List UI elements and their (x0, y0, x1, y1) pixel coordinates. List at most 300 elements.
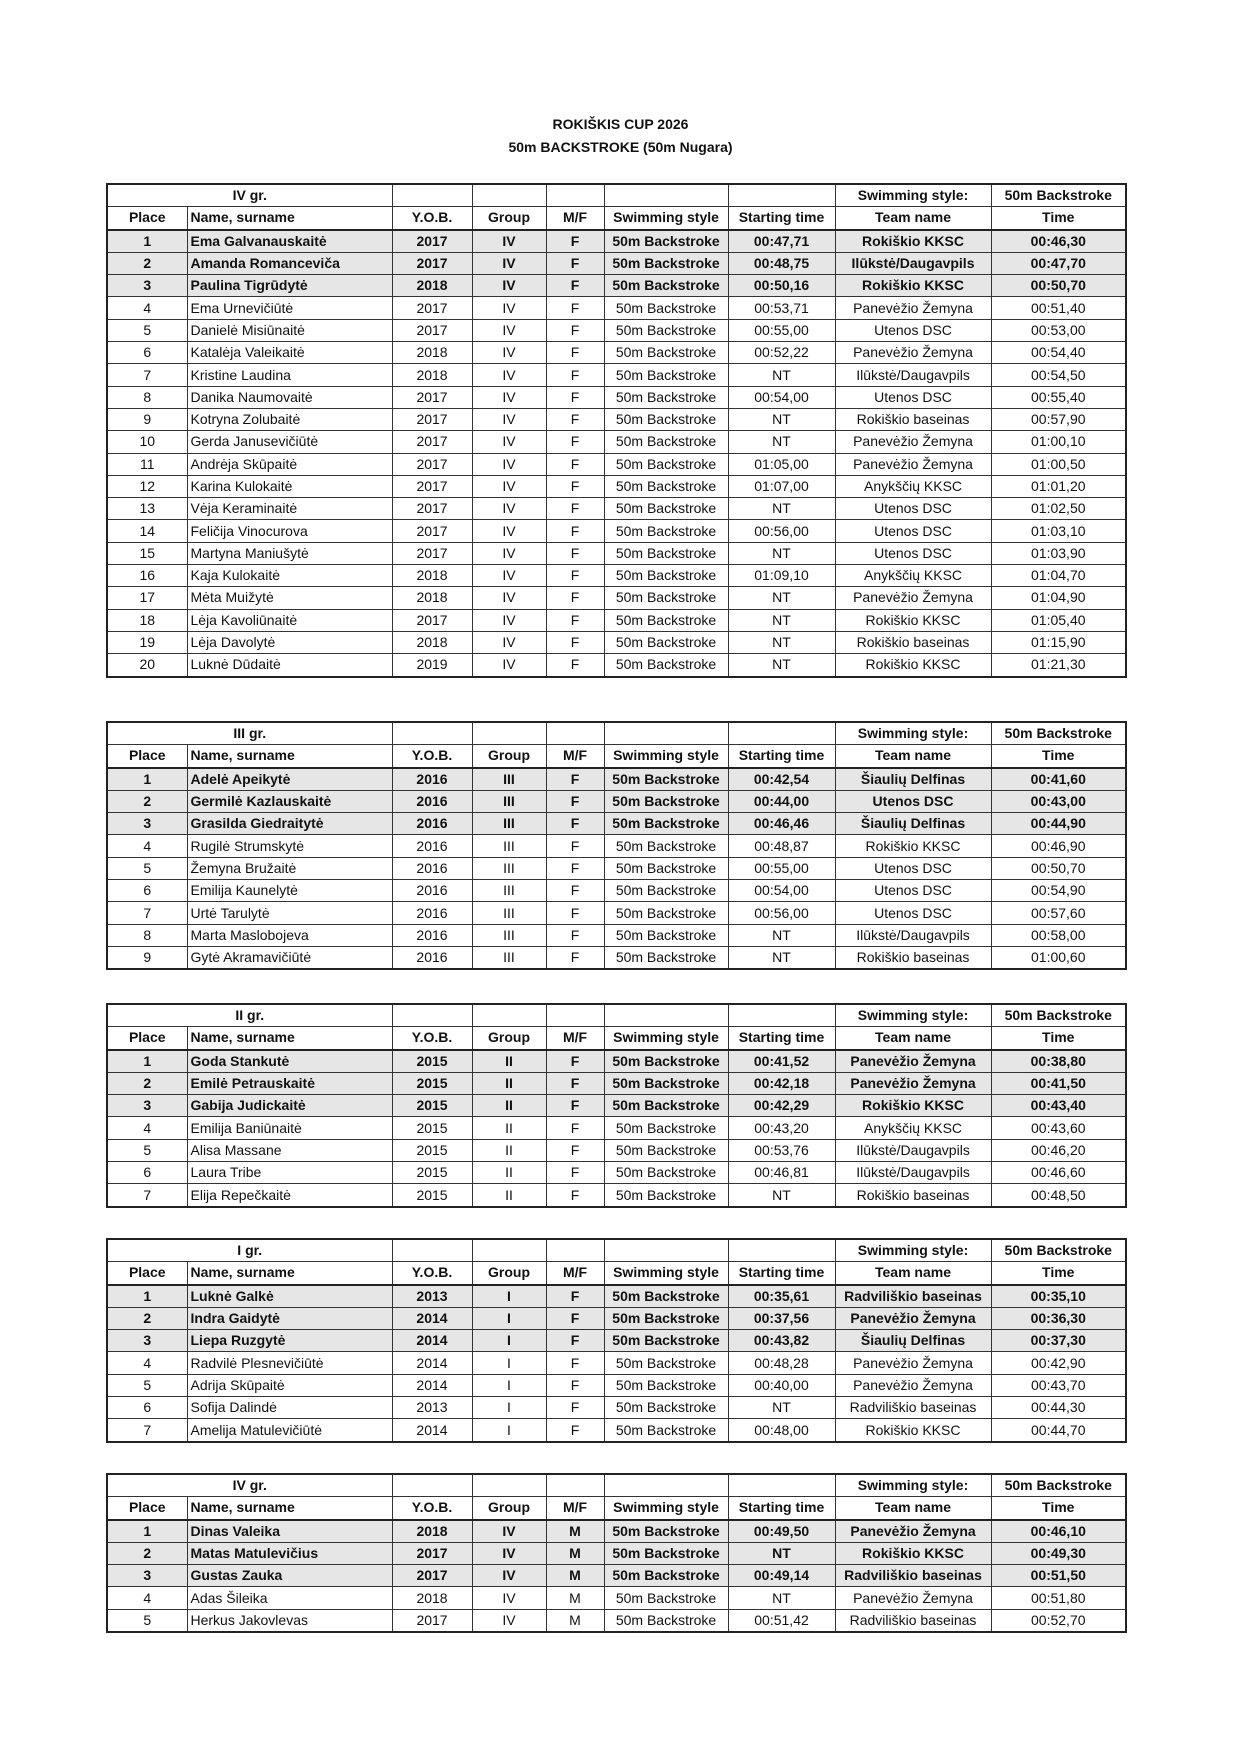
swimming-style-label: Swimming style: (835, 1474, 991, 1497)
table-row (107, 275, 1126, 297)
mf-cell: F (546, 1352, 604, 1374)
result-time-cell: 00:44,70 (991, 1419, 1126, 1442)
swimming-style-cell: 50m Backstroke (604, 609, 728, 631)
name-cell: Sofija Dalindė (187, 1397, 392, 1419)
place-cell: 1 (107, 768, 187, 791)
table-row (107, 1050, 1126, 1073)
starting-time-cell: NT (728, 631, 835, 653)
group-cell: IV (472, 1565, 546, 1587)
yob-cell: 2017 (392, 542, 472, 564)
starting-time-cell: 00:48,75 (728, 252, 835, 274)
place-cell: 7 (107, 1419, 187, 1442)
starting-time-cell: 00:47,71 (728, 230, 835, 253)
result-time-cell: 00:50,70 (991, 857, 1126, 879)
swimming-style-cell: 50m Backstroke (604, 408, 728, 430)
result-time-cell: 00:51,50 (991, 1565, 1126, 1587)
column-header-row (107, 1497, 1126, 1520)
yob-cell: 2016 (392, 946, 472, 969)
swimming-style-cell: 50m Backstroke (604, 1307, 728, 1329)
place-cell: 2 (107, 252, 187, 274)
mf-cell: F (546, 453, 604, 475)
table-row (107, 1397, 1126, 1419)
team-name-cell: Rokiškio KKSC (835, 1419, 991, 1442)
name-cell: Herkus Jakovlevas (187, 1609, 392, 1632)
result-time-cell: 00:48,50 (991, 1184, 1126, 1207)
group-cell: IV (472, 431, 546, 453)
name-cell: Indra Gaidytė (187, 1307, 392, 1329)
mf-cell: F (546, 1050, 604, 1073)
table-row (107, 768, 1126, 791)
group-cell: IV (472, 609, 546, 631)
starting-time-cell: NT (728, 587, 835, 609)
mf-cell: F (546, 1117, 604, 1139)
col-name: Name, surname (187, 1497, 392, 1520)
group-cell: I (472, 1397, 546, 1419)
swimming-style-cell: 50m Backstroke (604, 1050, 728, 1073)
yob-cell: 2015 (392, 1139, 472, 1161)
table-row (107, 1374, 1126, 1396)
name-cell: Radvilė Plesnevičiūtė (187, 1352, 392, 1374)
place-cell: 9 (107, 946, 187, 969)
column-header-row (107, 745, 1126, 768)
col-team: Team name (835, 1497, 991, 1520)
starting-time-cell: 00:43,20 (728, 1117, 835, 1139)
yob-cell: 2017 (392, 297, 472, 319)
team-name-cell: Radviliškio baseinas (835, 1565, 991, 1587)
group-cell: II (472, 1184, 546, 1207)
mf-cell: F (546, 1374, 604, 1396)
team-name-cell: Utenos DSC (835, 880, 991, 902)
col-group: Group (472, 207, 546, 230)
swimming-style-cell: 50m Backstroke (604, 230, 728, 253)
team-name-cell: Radviliškio baseinas (835, 1609, 991, 1632)
starting-time-cell: 00:55,00 (728, 319, 835, 341)
yob-cell: 2015 (392, 1117, 472, 1139)
name-cell: Katalėja Valeikaitė (187, 342, 392, 364)
team-name-cell: Rokiškio baseinas (835, 1184, 991, 1207)
starting-time-cell: NT (728, 431, 835, 453)
team-name-cell: Ilūkstė/Daugavpils (835, 1162, 991, 1184)
table-row (107, 835, 1126, 857)
group-cell: IV (472, 319, 546, 341)
mf-cell: F (546, 364, 604, 386)
team-name-cell: Utenos DSC (835, 498, 991, 520)
result-time-cell: 00:35,10 (991, 1285, 1126, 1308)
mf-cell: F (546, 790, 604, 812)
place-cell: 3 (107, 275, 187, 297)
starting-time-cell: NT (728, 542, 835, 564)
results-table-3 (106, 1003, 1127, 1208)
mf-cell: F (546, 252, 604, 274)
starting-time-cell: 01:07,00 (728, 475, 835, 497)
starting-time-cell: NT (728, 1542, 835, 1564)
name-cell: Amanda Romanceviča (187, 252, 392, 274)
swimming-style-cell: 50m Backstroke (604, 1542, 728, 1564)
starting-time-cell: 00:46,81 (728, 1162, 835, 1184)
name-cell: Dinas Valeika (187, 1520, 392, 1543)
place-cell: 3 (107, 1565, 187, 1587)
result-time-cell: 00:55,40 (991, 386, 1126, 408)
result-time-cell: 00:50,70 (991, 275, 1126, 297)
group-label: III gr. (107, 722, 392, 745)
col-group: Group (472, 745, 546, 768)
yob-cell: 2016 (392, 924, 472, 946)
swimming-style-label: Swimming style: (835, 1239, 991, 1262)
name-cell: Adas Šileika (187, 1587, 392, 1609)
col-name: Name, surname (187, 1027, 392, 1050)
name-cell: Emilė Petrauskaitė (187, 1072, 392, 1094)
col-yob: Y.O.B. (392, 1497, 472, 1520)
yob-cell: 2018 (392, 364, 472, 386)
table-row (107, 252, 1126, 274)
yob-cell: 2016 (392, 857, 472, 879)
name-cell: Goda Stankutė (187, 1050, 392, 1073)
result-time-cell: 00:43,40 (991, 1095, 1126, 1117)
yob-cell: 2015 (392, 1050, 472, 1073)
group-header-row (107, 1474, 1126, 1497)
place-cell: 1 (107, 1050, 187, 1073)
mf-cell: F (546, 275, 604, 297)
result-time-cell: 00:51,40 (991, 297, 1126, 319)
team-name-cell: Šiaulių Delfinas (835, 1330, 991, 1352)
table-row (107, 880, 1126, 902)
starting-time-cell: 00:42,29 (728, 1095, 835, 1117)
results-table-5 (106, 1473, 1127, 1633)
result-time-cell: 00:41,60 (991, 768, 1126, 791)
yob-cell: 2016 (392, 790, 472, 812)
yob-cell: 2017 (392, 252, 472, 274)
mf-cell: F (546, 1285, 604, 1308)
place-cell: 12 (107, 475, 187, 497)
col-time: Time (991, 207, 1126, 230)
group-header-row (107, 1239, 1126, 1262)
mf-cell: F (546, 768, 604, 791)
swimming-style-cell: 50m Backstroke (604, 431, 728, 453)
yob-cell: 2017 (392, 1542, 472, 1564)
mf-cell: F (546, 297, 604, 319)
result-time-cell: 00:46,10 (991, 1520, 1126, 1543)
result-time-cell: 00:42,90 (991, 1352, 1126, 1374)
result-time-cell: 01:00,60 (991, 946, 1126, 969)
starting-time-cell: NT (728, 924, 835, 946)
name-cell: Ema Galvanauskaitė (187, 230, 392, 253)
name-cell: Gerda Janusevičiūtė (187, 431, 392, 453)
mf-cell: F (546, 1139, 604, 1161)
starting-time-cell: 00:55,00 (728, 857, 835, 879)
group-label: IV gr. (107, 184, 392, 207)
group-cell: IV (472, 364, 546, 386)
mf-cell: F (546, 587, 604, 609)
group-cell: III (472, 880, 546, 902)
team-name-cell: Panevėžio Žemyna (835, 1520, 991, 1543)
table-row (107, 631, 1126, 653)
swimming-style-cell: 50m Backstroke (604, 1095, 728, 1117)
col-group: Group (472, 1027, 546, 1050)
swimming-style-value: 50m Backstroke (991, 1239, 1126, 1262)
group-header-row (107, 722, 1126, 745)
col-start: Starting time (728, 1262, 835, 1285)
swimming-style-label: Swimming style: (835, 1004, 991, 1027)
yob-cell: 2016 (392, 835, 472, 857)
place-cell: 17 (107, 587, 187, 609)
group-cell: II (472, 1095, 546, 1117)
mf-cell: M (546, 1542, 604, 1564)
yob-cell: 2017 (392, 408, 472, 430)
swimming-style-cell: 50m Backstroke (604, 768, 728, 791)
result-time-cell: 01:01,20 (991, 475, 1126, 497)
team-name-cell: Anykščių KKSC (835, 565, 991, 587)
group-cell: IV (472, 252, 546, 274)
place-cell: 6 (107, 1397, 187, 1419)
mf-cell: F (546, 924, 604, 946)
mf-cell: F (546, 1330, 604, 1352)
swimming-style-cell: 50m Backstroke (604, 319, 728, 341)
mf-cell: F (546, 520, 604, 542)
team-name-cell: Rokiškio KKSC (835, 835, 991, 857)
starting-time-cell: NT (728, 609, 835, 631)
group-cell: III (472, 902, 546, 924)
yob-cell: 2017 (392, 230, 472, 253)
starting-time-cell: NT (728, 946, 835, 969)
place-cell: 10 (107, 431, 187, 453)
swimming-style-value: 50m Backstroke (991, 1004, 1126, 1027)
col-yob: Y.O.B. (392, 1027, 472, 1050)
column-header-row (107, 1027, 1126, 1050)
table-row (107, 1587, 1126, 1609)
mf-cell: F (546, 498, 604, 520)
starting-time-cell: 00:46,46 (728, 813, 835, 835)
col-mf: M/F (546, 1262, 604, 1285)
name-cell: Ema Urnevičiūtė (187, 297, 392, 319)
mf-cell: M (546, 1587, 604, 1609)
yob-cell: 2014 (392, 1330, 472, 1352)
name-cell: Marta Maslobojeva (187, 924, 392, 946)
result-time-cell: 00:49,30 (991, 1542, 1126, 1564)
group-label: IV gr. (107, 1474, 392, 1497)
group-cell: IV (472, 520, 546, 542)
name-cell: Elija Repečkaitė (187, 1184, 392, 1207)
table-row (107, 1307, 1126, 1329)
swimming-style-label: Swimming style: (835, 722, 991, 745)
result-time-cell: 00:44,90 (991, 813, 1126, 835)
place-cell: 14 (107, 520, 187, 542)
mf-cell: F (546, 431, 604, 453)
col-mf: M/F (546, 1497, 604, 1520)
table-row (107, 946, 1126, 969)
name-cell: Adelė Apeikytė (187, 768, 392, 791)
page-title: ROKIŠKIS CUP 2026 (552, 116, 689, 132)
result-time-cell: 00:46,20 (991, 1139, 1126, 1161)
swimming-style-cell: 50m Backstroke (604, 498, 728, 520)
place-cell: 11 (107, 453, 187, 475)
table-row (107, 1117, 1126, 1139)
swimming-style-cell: 50m Backstroke (604, 1609, 728, 1632)
name-cell: Laura Tribe (187, 1162, 392, 1184)
result-time-cell: 01:02,50 (991, 498, 1126, 520)
col-mf: M/F (546, 207, 604, 230)
team-name-cell: Panevėžio Žemyna (835, 1307, 991, 1329)
col-start: Starting time (728, 207, 835, 230)
name-cell: Gustas Zauka (187, 1565, 392, 1587)
starting-time-cell: NT (728, 654, 835, 677)
place-cell: 13 (107, 498, 187, 520)
yob-cell: 2015 (392, 1184, 472, 1207)
group-cell: IV (472, 297, 546, 319)
name-cell: Gytė Akramavičiūtė (187, 946, 392, 969)
column-header-row (107, 1262, 1126, 1285)
team-name-cell: Rokiškio baseinas (835, 631, 991, 653)
table-row (107, 431, 1126, 453)
col-name: Name, surname (187, 1262, 392, 1285)
swimming-style-cell: 50m Backstroke (604, 252, 728, 274)
starting-time-cell: 01:09,10 (728, 565, 835, 587)
result-time-cell: 00:53,00 (991, 319, 1126, 341)
swimming-style-cell: 50m Backstroke (604, 1184, 728, 1207)
starting-time-cell: NT (728, 408, 835, 430)
group-cell: IV (472, 408, 546, 430)
mf-cell: F (546, 1307, 604, 1329)
place-cell: 16 (107, 565, 187, 587)
result-time-cell: 01:00,10 (991, 431, 1126, 453)
name-cell: Kotryna Zolubaitė (187, 408, 392, 430)
starting-time-cell: 00:48,87 (728, 835, 835, 857)
table-row (107, 609, 1126, 631)
place-cell: 4 (107, 1587, 187, 1609)
table-row (107, 364, 1126, 386)
mf-cell: F (546, 1397, 604, 1419)
swimming-style-cell: 50m Backstroke (604, 542, 728, 564)
result-time-cell: 00:41,50 (991, 1072, 1126, 1094)
mf-cell: M (546, 1609, 604, 1632)
place-cell: 6 (107, 342, 187, 364)
place-cell: 5 (107, 1374, 187, 1396)
col-time: Time (991, 1027, 1126, 1050)
result-time-cell: 00:38,80 (991, 1050, 1126, 1073)
result-time-cell: 00:46,60 (991, 1162, 1126, 1184)
group-header-row (107, 1004, 1126, 1027)
team-name-cell: Utenos DSC (835, 319, 991, 341)
yob-cell: 2014 (392, 1419, 472, 1442)
table-row (107, 542, 1126, 564)
name-cell: Kristine Laudina (187, 364, 392, 386)
swimming-style-cell: 50m Backstroke (604, 475, 728, 497)
swimming-style-cell: 50m Backstroke (604, 1565, 728, 1587)
yob-cell: 2017 (392, 498, 472, 520)
swimming-style-value: 50m Backstroke (991, 722, 1126, 745)
table-row (107, 1419, 1126, 1442)
yob-cell: 2017 (392, 609, 472, 631)
yob-cell: 2017 (392, 1609, 472, 1632)
place-cell: 1 (107, 1520, 187, 1543)
name-cell: Gabija Judickaitė (187, 1095, 392, 1117)
starting-time-cell: 00:53,71 (728, 297, 835, 319)
mf-cell: F (546, 1162, 604, 1184)
place-cell: 6 (107, 1162, 187, 1184)
result-time-cell: 00:43,00 (991, 790, 1126, 812)
swimming-style-cell: 50m Backstroke (604, 342, 728, 364)
place-cell: 8 (107, 386, 187, 408)
group-header-row (107, 184, 1126, 207)
table-row (107, 1609, 1126, 1632)
swimming-style-cell: 50m Backstroke (604, 1419, 728, 1442)
col-place: Place (107, 1262, 187, 1285)
yob-cell: 2018 (392, 342, 472, 364)
table-row (107, 790, 1126, 812)
swimming-style-cell: 50m Backstroke (604, 1397, 728, 1419)
swimming-style-cell: 50m Backstroke (604, 275, 728, 297)
swimming-style-cell: 50m Backstroke (604, 902, 728, 924)
swimming-style-cell: 50m Backstroke (604, 1117, 728, 1139)
result-time-cell: 01:15,90 (991, 631, 1126, 653)
group-cell: IV (472, 275, 546, 297)
yob-cell: 2016 (392, 768, 472, 791)
yob-cell: 2017 (392, 319, 472, 341)
mf-cell: F (546, 631, 604, 653)
yob-cell: 2014 (392, 1374, 472, 1396)
col-start: Starting time (728, 1027, 835, 1050)
table-row (107, 230, 1126, 253)
table-row (107, 1542, 1126, 1564)
group-cell: III (472, 857, 546, 879)
yob-cell: 2018 (392, 565, 472, 587)
group-cell: IV (472, 631, 546, 653)
team-name-cell: Šiaulių Delfinas (835, 768, 991, 791)
starting-time-cell: 00:41,52 (728, 1050, 835, 1073)
team-name-cell: Panevėžio Žemyna (835, 297, 991, 319)
group-cell: III (472, 946, 546, 969)
column-header-row (107, 207, 1126, 230)
starting-time-cell: 00:48,00 (728, 1419, 835, 1442)
starting-time-cell: 00:42,18 (728, 1072, 835, 1094)
results-table-4 (106, 1238, 1127, 1443)
table-row (107, 857, 1126, 879)
mf-cell: F (546, 609, 604, 631)
name-cell: Paulina Tigrūdytė (187, 275, 392, 297)
mf-cell: M (546, 1520, 604, 1543)
starting-time-cell: 00:54,00 (728, 880, 835, 902)
table-row (107, 902, 1126, 924)
name-cell: Lėja Davolytė (187, 631, 392, 653)
mf-cell: F (546, 654, 604, 677)
result-time-cell: 01:03,10 (991, 520, 1126, 542)
group-cell: IV (472, 475, 546, 497)
yob-cell: 2015 (392, 1162, 472, 1184)
starting-time-cell: 00:52,22 (728, 342, 835, 364)
result-time-cell: 01:04,70 (991, 565, 1126, 587)
place-cell: 7 (107, 364, 187, 386)
result-time-cell: 00:47,70 (991, 252, 1126, 274)
mf-cell: F (546, 1072, 604, 1094)
team-name-cell: Utenos DSC (835, 902, 991, 924)
team-name-cell: Rokiškio KKSC (835, 609, 991, 631)
swimming-style-cell: 50m Backstroke (604, 565, 728, 587)
yob-cell: 2016 (392, 813, 472, 835)
group-cell: I (472, 1352, 546, 1374)
group-cell: IV (472, 1542, 546, 1564)
swimming-style-cell: 50m Backstroke (604, 1330, 728, 1352)
place-cell: 19 (107, 631, 187, 653)
result-time-cell: 00:43,60 (991, 1117, 1126, 1139)
col-group: Group (472, 1497, 546, 1520)
name-cell: Alisa Massane (187, 1139, 392, 1161)
result-time-cell: 00:57,60 (991, 902, 1126, 924)
team-name-cell: Panevėžio Žemyna (835, 1352, 991, 1374)
group-cell: II (472, 1072, 546, 1094)
group-cell: IV (472, 542, 546, 564)
place-cell: 5 (107, 1139, 187, 1161)
mf-cell: F (546, 902, 604, 924)
starting-time-cell: 00:48,28 (728, 1352, 835, 1374)
